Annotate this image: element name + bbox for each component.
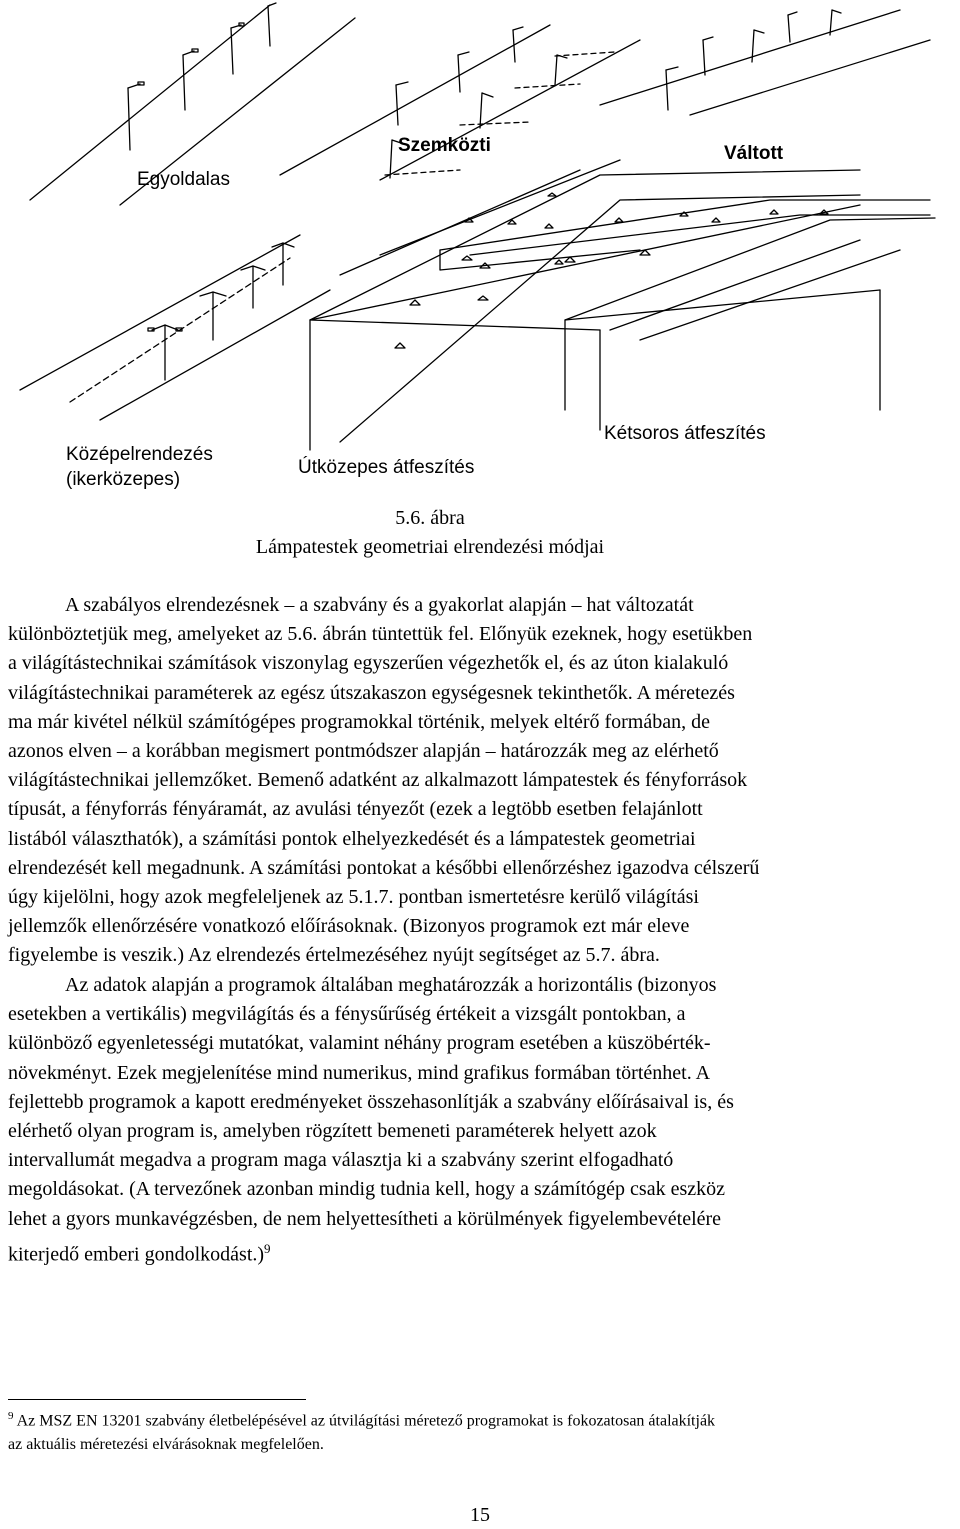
label-central-line2: (ikerközepes) [66, 469, 181, 490]
paragraph-last-line [8, 1234, 954, 1270]
footnote-reference[interactable]: 9 [264, 1240, 271, 1256]
paragraph-line: lehet a gyors munkavégzésben, de nem helyettesítheti a körülmények figyelembevételére [8, 1207, 722, 1230]
central-twin-road-diagram [20, 235, 330, 420]
paragraph-line: típusát, a fényforrás fényáramát, az avulási tényezőt (ezek a legtöbb esetben felajánlott [8, 798, 703, 821]
catenary-center-road-diagram [310, 160, 860, 450]
paragraph-line: elrendezését kell megadnunk. A számítási pontokat a későbbi ellenőrzéshez igazodva célszerű [8, 856, 760, 879]
paragraph-line: jellemzők ellenőrzésére vonatkozó előírásoknak. (Bizonyos programok ezt már eleve [8, 915, 690, 938]
label-catenary-center: Útközepes átfeszítés [298, 457, 475, 478]
paragraph-line: különböztetjük meg, amelyeket az 5.6. ábrán tüntettük fel. Előnyük ezeknek, hogy esetükben [8, 623, 753, 646]
footnote-marker: 9 [8, 1410, 14, 1422]
paragraph-1 [8, 591, 954, 971]
paragraph-line: fejlettebb programok a kapott eredményeket összehasonlítják a szabvány előírásaival is, és [8, 1090, 734, 1113]
paragraph-line: esetekben a vertikális) megvilágítás és a fénysűrűség értékeit a vizsgált pontokban, a [8, 1003, 686, 1026]
paragraph-line-text: kiterjedő emberi gondolkodást.) [8, 1243, 265, 1266]
paragraph-line: megoldásokat. (A tervezőnek azonban mindig tudnia kell, hogy a számítógép csak eszköz [8, 1178, 726, 1201]
paragraph-line: Az adatok alapján a programok általában meghatározzák a horizontális (bizonyos [65, 974, 717, 996]
paragraph-line: növekményt. Ezek megjelenítése mind numerikus, mind grafikus formában történhet. A [8, 1061, 711, 1084]
paragraph-line: különböző egyenletességi mutatókat, valamint néhány program esetében a küszöbérték- [8, 1032, 711, 1055]
lighting-arrangement-figure [0, 0, 960, 500]
paragraph-line: úgy kijelölni, hogy azok megfeleljenek az 5.1.7. pontban ismertetésre kerülő világítási [8, 886, 699, 909]
label-one-sided: Egyoldalas [137, 169, 230, 190]
page-number: 15 [470, 1504, 490, 1526]
label-double-row-catenary: Kétsoros átfeszítés [604, 423, 766, 444]
figure-caption-title: Lámpatestek geometriai elrendezési módjai [255, 536, 605, 558]
label-opposite: Szemközti [398, 135, 491, 156]
footnote-line1: Az MSZ EN 13201 szabvány életbelépésével az útvilágítási méretező programokat is fokozatosan átalakítják [16, 1412, 716, 1430]
footnote-divider [8, 1399, 306, 1400]
paragraph-line: listából választhatók), a számítási pontok elhelyezkedését és a lámpatestek geometriai [8, 827, 696, 850]
paragraph-line: intervallumát megadva a program maga választja ki a szabvány szerint elfogadható [8, 1149, 674, 1172]
staggered-road-diagram [600, 10, 930, 115]
label-staggered: Váltott [724, 143, 784, 164]
paragraph-line: világítástechnikai jellemzőket. Bemenő adatként az alkalmazott lámpatestek és fényforrások [8, 769, 748, 792]
paragraph-line: figyelembe is veszik.) Az elrendezés értelmezéséhez nyújt segítséget az 5.7. ábra. [8, 944, 660, 967]
double-row-catenary-road-diagram [395, 200, 935, 410]
footnote-line2: az aktuális méretezési elvárásoknak megfelelően. [8, 1436, 324, 1454]
paragraph-line: világítástechnikai paraméterek az egész útszakaszon egységesnek tekinthetők. A méretezés [8, 681, 735, 704]
paragraph-2 [8, 971, 954, 1270]
label-central-line1: Középelrendezés [66, 444, 213, 465]
paragraph-line: ma már kivétel nélkül számítógépes programokkal történik, melyek eltérő formában, de [8, 710, 710, 733]
paragraph-line: a világítástechnikai számítások viszonylag egyszerűen végezhetők el, és az úton kialakuló [8, 652, 729, 675]
paragraph-line: elérhető olyan program is, amelyben rögzített bemeneti paraméterek helyett azok [8, 1120, 657, 1143]
figure-caption-number: 5.6. ábra [395, 507, 465, 529]
footnote [8, 1404, 954, 1457]
paragraph-line: A szabályos elrendezésnek – a szabvány és a gyakorlat alapján – hat változatát [65, 594, 694, 616]
paragraph-line: azonos elven – a korábban megismert pontmódszer alapján – határozzák meg az elérhető [8, 740, 719, 763]
